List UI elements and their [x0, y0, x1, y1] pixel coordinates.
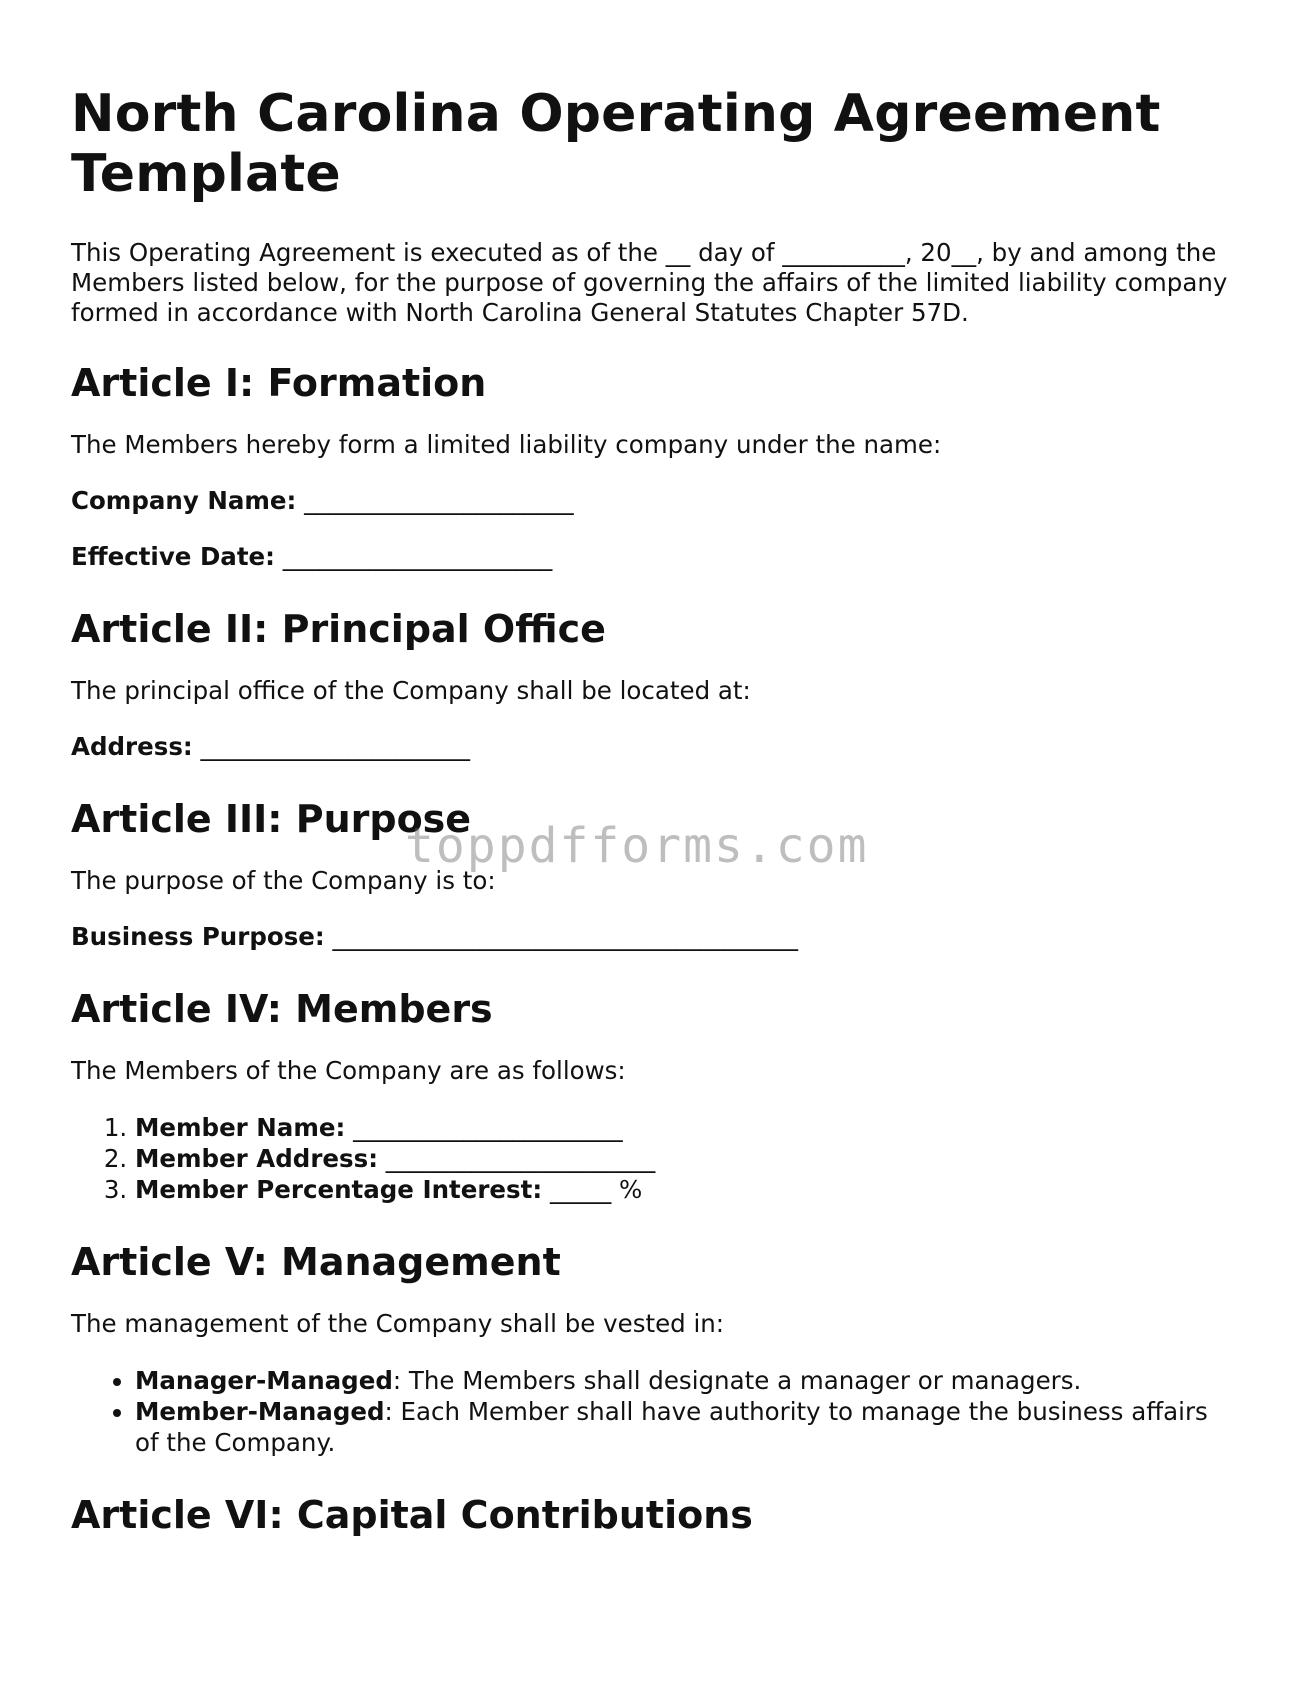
business-purpose-blank: ______________________________________	[332, 922, 798, 951]
member-name-blank: ______________________	[353, 1113, 623, 1142]
manager-managed-text: : The Members shall designate a manager or managers.	[392, 1366, 1082, 1395]
company-name-label: Company Name:	[71, 486, 297, 515]
business-purpose-label: Business Purpose:	[71, 922, 325, 951]
article-2-lead: The principal office of the Company shall be located at:	[71, 676, 751, 705]
list-item	[135, 1365, 1231, 1396]
list-item	[135, 1174, 1231, 1205]
article-4-lead: The Members of the Company are as follows:	[71, 1056, 626, 1085]
article-3-heading: Article III: Purpose	[71, 797, 472, 841]
member-address-blank: ______________________	[385, 1144, 656, 1173]
article-1-lead: The Members hereby form a limited liability company under the name:	[71, 430, 942, 459]
article-4-heading: Article IV: Members	[71, 987, 493, 1031]
effective-date-label: Effective Date:	[71, 542, 275, 571]
article-5-lead: The management of the Company shall be vested in:	[71, 1309, 725, 1338]
article-3-lead: The purpose of the Company is to:	[71, 866, 496, 895]
effective-date-blank: ______________________	[282, 542, 553, 571]
article-2-heading: Article II: Principal Office	[71, 607, 606, 651]
business-purpose-field	[71, 922, 1231, 952]
address-field	[71, 732, 1231, 762]
list-item	[135, 1112, 1231, 1143]
intro-paragraph: This Operating Agreement is executed as of the __ day of __________, 20__, by and among the Members listed below, for the purpose of governing the affairs of the limited liability company formed in accordance with North Carolina General Statutes Chapter 57D.	[71, 238, 1228, 327]
list-item	[135, 1143, 1231, 1174]
company-name-field	[71, 486, 1231, 516]
members-list	[71, 1112, 1231, 1205]
watermark-text: toppdfforms.com	[405, 818, 869, 874]
member-managed-text: : Each Member shall have authority to manage the business affairs of the Company.	[135, 1397, 1208, 1457]
address-blank: ______________________	[200, 732, 470, 761]
manager-managed-label: Manager-Managed	[135, 1366, 393, 1395]
document-title: North Carolina Operating Agreement Template	[71, 84, 1161, 204]
document-page	[71, 84, 1231, 1562]
member-managed-label: Member-Managed	[135, 1397, 385, 1426]
member-percentage-label: Member Percentage Interest:	[135, 1175, 543, 1204]
article-1-heading: Article I: Formation	[71, 361, 487, 405]
effective-date-field	[71, 542, 1231, 572]
member-address-label: Member Address:	[135, 1144, 378, 1173]
article-5-heading: Article V: Management	[71, 1240, 561, 1284]
member-percentage-blank: _____ %	[549, 1175, 643, 1204]
address-label: Address:	[71, 732, 193, 761]
company-name-blank: ______________________	[304, 486, 574, 515]
management-list	[71, 1365, 1231, 1458]
member-name-label: Member Name:	[135, 1113, 346, 1142]
article-6-heading: Article VI: Capital Contributions	[71, 1493, 753, 1537]
list-item	[135, 1396, 1231, 1458]
